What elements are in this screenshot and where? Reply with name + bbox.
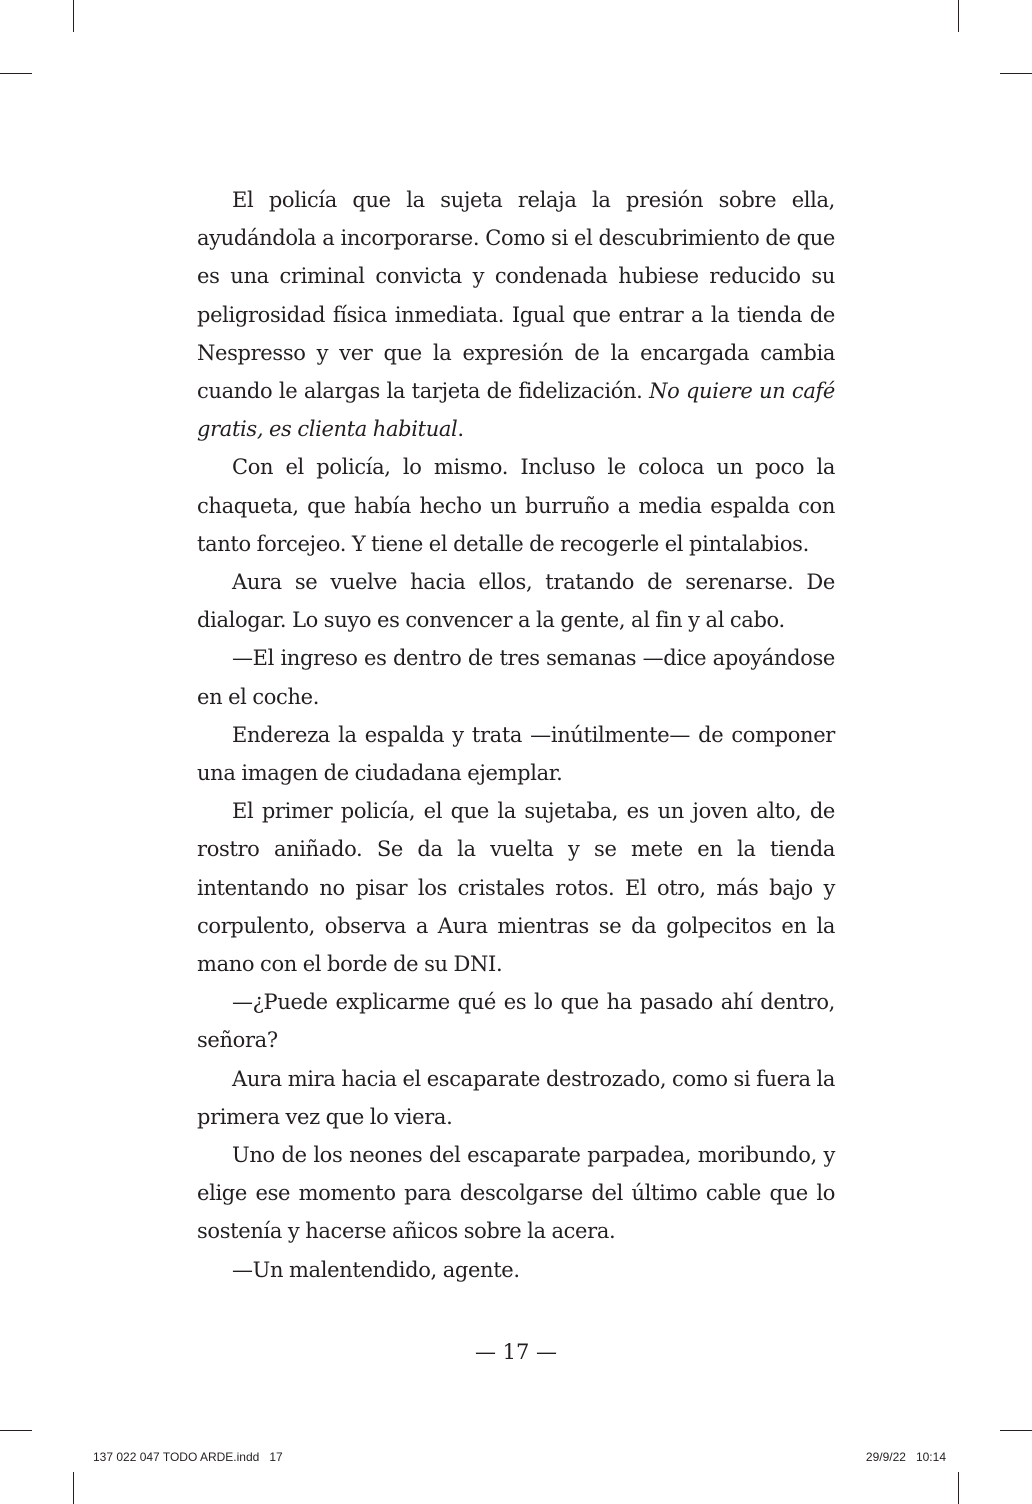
- paragraph: —El ingreso es dentro de tres semanas —dice apoyándose en el coche.: [197, 646, 835, 709]
- paragraph: Aura mira hacia el escaparate destrozado, como si fuera la primera vez que lo viera.: [197, 1066, 835, 1129]
- paragraph: Con el policía, lo mismo. Incluso le coloca un poco la chaqueta, que había hecho un burruño a media espalda con tanto forcejeo. Y tiene el detalle de recogerle el pintalabios.: [197, 455, 835, 556]
- paragraph: —¿Puede explicarme qué es lo que ha pasado ahí dentro, señora?: [197, 990, 835, 1053]
- italic-phrase: No quiere un café gratis, es clienta habitual: [197, 379, 835, 442]
- page-number: — 17 —: [474, 1340, 558, 1364]
- crop-mark-right-top: [1000, 73, 1032, 74]
- crop-mark-bottom-left: [73, 1472, 74, 1504]
- crop-mark-bottom-right: [958, 1472, 959, 1504]
- paragraph: El primer policía, el que la sujetaba, es un joven alto, de rostro aniñado. Se da la vuelta y se mete en la tienda intentando no pisar los cristales rotos. El otro, más bajo y corpulento, observa a Aura mientras se da golpecitos en la mano con el borde de su DNI.: [197, 799, 835, 977]
- crop-mark-top-left: [73, 0, 74, 32]
- crop-mark-left-top: [0, 73, 32, 74]
- paragraph: Uno de los neones del escaparate parpadea, moribundo, y elige ese momento para descolgarse del último cable que lo sostenía y hacerse añicos sobre la acera.: [197, 1143, 835, 1244]
- crop-mark-right-bottom: [1000, 1430, 1032, 1431]
- paragraph: Aura se vuelve hacia ellos, tratando de serenarse. De dialogar. Lo suyo es convencer a la gente, al fin y al cabo.: [197, 570, 835, 633]
- slug-filename: 137 022 047 TODO ARDE.indd 17: [93, 1450, 283, 1464]
- paragraph: Endereza la espalda y trata —inútilmente— de componer una imagen de ciudadana ejemplar.: [197, 722, 835, 786]
- crop-mark-left-bottom: [0, 1430, 32, 1431]
- paragraph: —Un malentendido, agente.: [232, 1257, 520, 1282]
- crop-mark-top-right: [958, 0, 959, 32]
- slug-timestamp: 29/9/22 10:14: [865, 1450, 946, 1464]
- paragraph: El policía que la sujeta relaja la presión sobre ella, ayudándola a incorporarse. Como si el descubrimiento de que es una criminal convicta y condenada hubiese reducido su peligrosidad física inmediata. Igual que entrar a la tienda de Nespresso y ver que la expresión de la encargada cambia cuando le alargas la tarjeta de fidelización. No quiere un café gratis, es clienta habitual.: [197, 188, 835, 442]
- body-text: [197, 181, 835, 1289]
